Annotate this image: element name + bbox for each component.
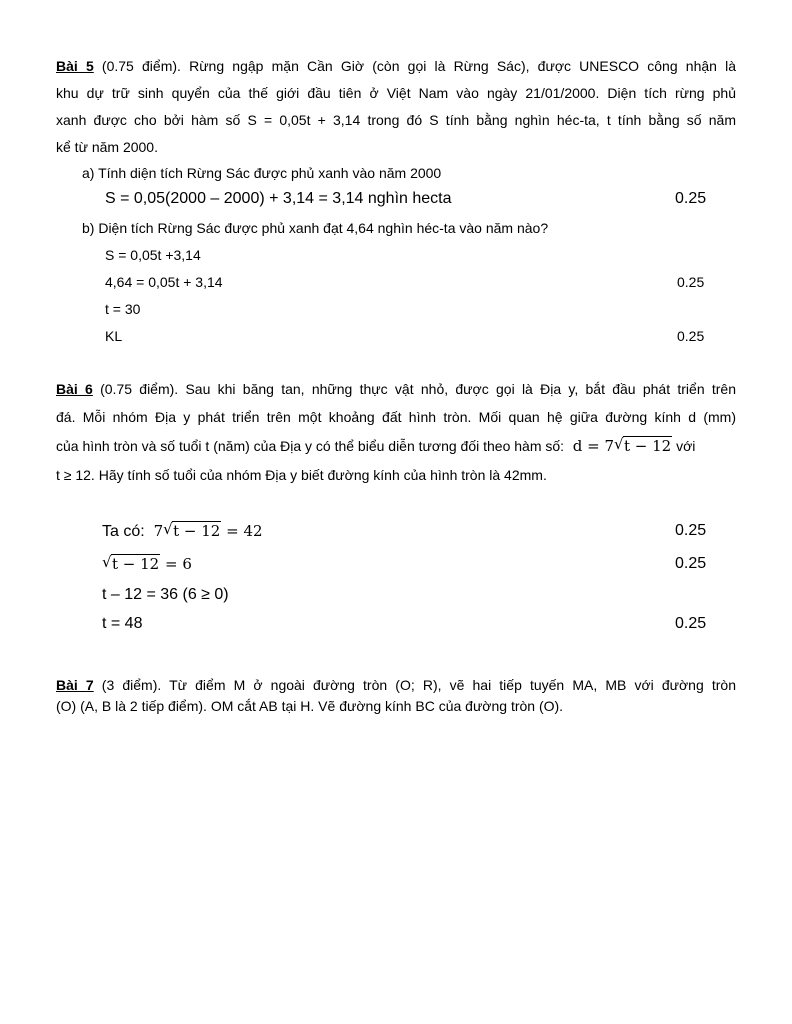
bai5-answer-a: S = 0,05(2000 – 2000) + 3,14 = 3,14 nghìn hecta bbox=[105, 190, 452, 207]
bai6-line3-text: của hình tròn và số tuổi t (năm) của Địa y có thể biểu diễn tương đối theo hàm số: bbox=[56, 438, 565, 454]
sqrt-symbol: √ t − 12 bbox=[102, 553, 160, 573]
bai5-line1 bbox=[56, 57, 736, 75]
bai6-formula bbox=[568, 437, 672, 455]
bai6-step1 bbox=[102, 521, 263, 542]
bai7-line1 bbox=[56, 676, 736, 694]
bai5-b-step1: S = 0,05t +3,14 bbox=[105, 247, 201, 263]
bai6-line3-end: với bbox=[676, 438, 696, 454]
bai6-step4: t = 48 bbox=[102, 615, 143, 632]
formula-coefficient: d = 7 bbox=[572, 437, 614, 455]
bai6-step3: t – 12 = 36 (6 ≥ 0) bbox=[102, 586, 229, 603]
bai6-step2 bbox=[102, 554, 192, 575]
bai5-b-step3: t = 30 bbox=[105, 301, 141, 317]
bai6-title: Bài 6 bbox=[56, 381, 93, 397]
step1-formula bbox=[154, 522, 263, 540]
bai6-line1-text: (0.75 điểm). Sau khi băng tan, những thực vật nhỏ, được gọi là Địa y, bắt đầu phát triển trên bbox=[92, 381, 736, 397]
step2-formula bbox=[102, 555, 192, 573]
bai6-score-s2: 0.25 bbox=[675, 555, 707, 572]
bai5-line2: khu dự trữ sinh quyển của thế giới đầu tiên ở Việt Nam vào ngày 21/01/2000. Diện tích rừng phủ bbox=[56, 85, 736, 101]
bai5-b-step2: 4,64 = 0,05t + 3,14 bbox=[105, 274, 223, 290]
bai5-title: Bài 5 bbox=[56, 58, 94, 74]
step1-result: = 42 bbox=[221, 522, 263, 540]
bai7-line2: (O) (A, B là 2 tiếp điểm). OM cắt AB tại H. Vẽ đường kính BC của đường tròn (O). bbox=[56, 698, 564, 714]
bai6-line1 bbox=[56, 380, 736, 398]
bai5-line1-text: (0.75 điểm). Rừng ngập mặn Cần Giờ (còn gọi là Rừng Sác), được UNESCO công nhận là bbox=[93, 58, 736, 74]
bai7-line1-text: (3 điểm). Từ điểm M ở ngoài đường tròn (O; R), vẽ hai tiếp tuyến MA, MB với đường tròn bbox=[93, 677, 736, 693]
sqrt-symbol: √ t − 12 bbox=[613, 435, 672, 455]
bai5-question-b: b) Diện tích Rừng Sác được phủ xanh đạt 4,64 nghìn héc-ta vào năm nào? bbox=[82, 220, 549, 236]
step1-label: Ta có: bbox=[102, 523, 145, 540]
bai6-line4: t ≥ 12. Hãy tính số tuổi của nhóm Địa y biết đường kính của hình tròn là 42mm. bbox=[56, 467, 547, 483]
sqrt-symbol: √ t − 12 bbox=[163, 520, 221, 540]
bai5-question-a: a) Tính diện tích Rừng Sác được phủ xanh vào năm 2000 bbox=[82, 165, 442, 181]
bai5-score-a: 0.25 bbox=[675, 190, 707, 207]
bai6-score-s1: 0.25 bbox=[675, 522, 707, 539]
step2-result: = 6 bbox=[160, 555, 192, 573]
bai6-score-s4: 0.25 bbox=[675, 615, 707, 632]
formula-radicand: t − 12 bbox=[623, 437, 672, 455]
bai6-line3 bbox=[56, 437, 695, 455]
bai5-line4: kể từ năm 2000. bbox=[56, 139, 158, 155]
step2-radicand: t − 12 bbox=[112, 555, 160, 573]
bai5-score-b2: 0.25 bbox=[677, 274, 705, 290]
step1-coefficient: 7 bbox=[153, 522, 164, 540]
bai6-line2: đá. Mỗi nhóm Địa y phát triển trên một khoảng đất hình tròn. Mối quan hệ giữa đường kính d (mm) bbox=[56, 409, 736, 425]
bai5-line3: xanh được cho bởi hàm số S = 0,05t + 3,14 trong đó S tính bằng nghìn héc-ta, t tính bằng số năm bbox=[56, 112, 736, 128]
bai7-title: Bài 7 bbox=[56, 677, 94, 693]
bai5-b-step4: KL bbox=[105, 328, 123, 344]
step1-radicand: t − 12 bbox=[173, 522, 221, 540]
bai5-score-b4: 0.25 bbox=[677, 328, 705, 344]
